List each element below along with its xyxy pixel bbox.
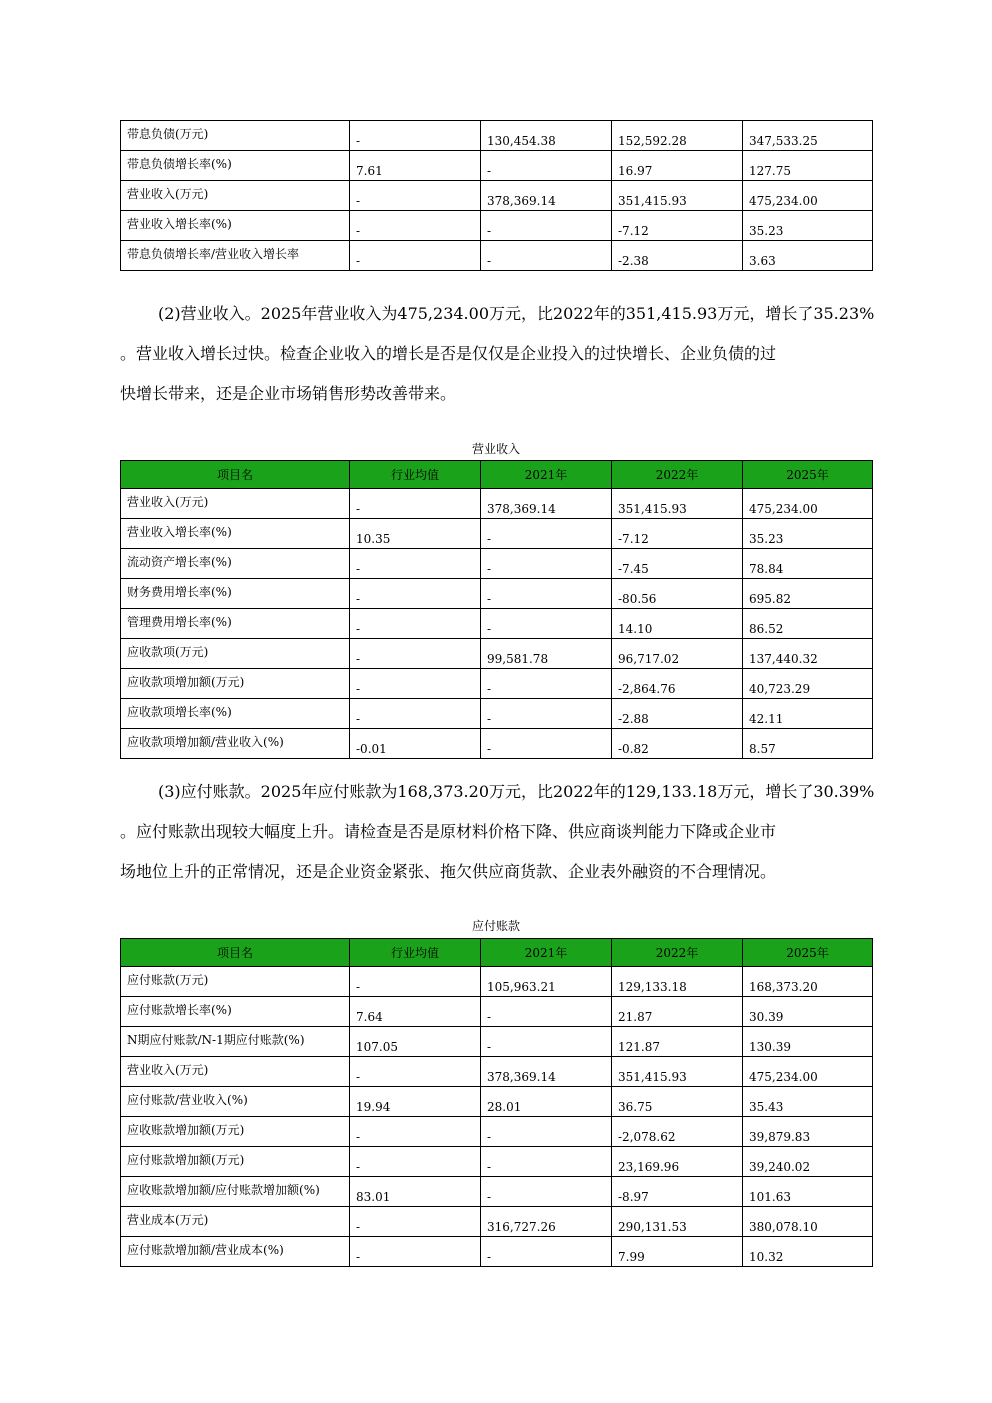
industry-average-cell: - <box>350 609 481 639</box>
payables-table-title: 应付账款 <box>471 919 520 933</box>
industry-average-cell: -0.01 <box>350 729 481 759</box>
row-label: 应收款项增长率(%) <box>121 699 350 729</box>
year-2025-cell: 39,240.02 <box>743 1147 873 1177</box>
industry-average-cell: - <box>350 1207 481 1237</box>
year-2022-cell: 23,169.96 <box>612 1147 743 1177</box>
row-label: 营业收入(万元) <box>121 1057 350 1087</box>
year-2021-cell: - <box>481 241 612 271</box>
header-year-2022: 2022年 <box>612 461 743 489</box>
year-2022-cell: -7.12 <box>612 519 743 549</box>
year-2025-cell: 127.75 <box>743 151 873 181</box>
year-2021-cell: 378,369.14 <box>481 1057 612 1087</box>
revenue-table-title: 营业收入 <box>471 442 520 456</box>
year-2022-cell: 351,415.93 <box>612 489 743 519</box>
table-row <box>121 241 873 271</box>
row-label: 营业成本(万元) <box>121 1207 350 1237</box>
row-label: 管理费用增长率(%) <box>121 609 350 639</box>
table-row <box>121 1057 873 1087</box>
year-2022-cell: 121.87 <box>612 1027 743 1057</box>
year-2025-cell: 42.11 <box>743 699 873 729</box>
header-year-2021: 2021年 <box>481 939 612 967</box>
year-2022-cell: 351,415.93 <box>612 181 743 211</box>
year-2025-cell: 30.39 <box>743 997 873 1027</box>
year-2021-cell: - <box>481 1117 612 1147</box>
industry-average-cell: 7.61 <box>350 151 481 181</box>
year-2025-cell: 475,234.00 <box>743 489 873 519</box>
year-2025-cell: 475,234.00 <box>743 181 873 211</box>
table-row <box>121 729 873 759</box>
year-2021-cell: - <box>481 151 612 181</box>
year-2025-cell: 130.39 <box>743 1027 873 1057</box>
row-label: 营业收入(万元) <box>121 181 350 211</box>
industry-average-cell: - <box>350 967 481 997</box>
year-2025-cell: 35.43 <box>743 1087 873 1117</box>
table-row <box>121 967 873 997</box>
header-row <box>121 461 873 489</box>
year-2025-cell: 101.63 <box>743 1177 873 1207</box>
paragraph-line: 场地位上升的正常情况，还是企业资金紧张、拖欠供应商货款、企业表外融资的不合理情况。 <box>120 862 777 881</box>
year-2022-cell: 36.75 <box>612 1087 743 1117</box>
year-2025-cell: 168,373.20 <box>743 967 873 997</box>
table-header <box>121 461 873 489</box>
industry-average-cell: - <box>350 639 481 669</box>
table-body <box>121 121 873 271</box>
year-2025-cell: 3.63 <box>743 241 873 271</box>
header-year-2021: 2021年 <box>481 461 612 489</box>
year-2021-cell: 316,727.26 <box>481 1207 612 1237</box>
year-2025-cell: 475,234.00 <box>743 1057 873 1087</box>
year-2022-cell: 96,717.02 <box>612 639 743 669</box>
table-row <box>121 639 873 669</box>
table-row <box>121 1117 873 1147</box>
industry-average-cell: - <box>350 181 481 211</box>
row-label: N期应付账款/N-1期应付账款(%) <box>121 1027 350 1057</box>
header-item-name: 项目名 <box>121 939 350 967</box>
table-header <box>121 939 873 967</box>
interest-bearing-debt-table <box>120 120 873 271</box>
header-industry-average: 行业均值 <box>350 939 481 967</box>
year-2025-cell: 40,723.29 <box>743 669 873 699</box>
revenue-table <box>120 460 873 759</box>
year-2022-cell: 7.99 <box>612 1237 743 1267</box>
paragraph-line: (2)营业收入。2025年营业收入为475,234.00万元，比2022年的351,415.93万元，增长了35.23% <box>158 304 875 323</box>
row-label: 带息负债(万元) <box>121 121 350 151</box>
industry-average-cell: - <box>350 579 481 609</box>
row-label: 流动资产增长率(%) <box>121 549 350 579</box>
industry-average-cell: 7.64 <box>350 997 481 1027</box>
year-2025-cell: 39,879.83 <box>743 1117 873 1147</box>
year-2025-cell: 86.52 <box>743 609 873 639</box>
industry-average-cell: 10.35 <box>350 519 481 549</box>
paragraph-line: 。营业收入增长过快。检查企业收入的增长是否是仅仅是企业投入的过快增长、企业负债的过 <box>120 344 777 363</box>
year-2022-cell: -7.45 <box>612 549 743 579</box>
industry-average-cell: - <box>350 699 481 729</box>
table-row <box>121 151 873 181</box>
industry-average-cell: - <box>350 489 481 519</box>
industry-average-cell: - <box>350 211 481 241</box>
year-2022-cell: -2,864.76 <box>612 669 743 699</box>
year-2022-cell: -8.97 <box>612 1177 743 1207</box>
year-2025-cell: 78.84 <box>743 549 873 579</box>
year-2021-cell: 105,963.21 <box>481 967 612 997</box>
table-row <box>121 1237 873 1267</box>
year-2021-cell: 378,369.14 <box>481 489 612 519</box>
row-label: 应收款项(万元) <box>121 639 350 669</box>
table-row <box>121 609 873 639</box>
table-row <box>121 579 873 609</box>
payables-table <box>120 938 873 1267</box>
year-2021-cell: - <box>481 699 612 729</box>
year-2025-cell: 8.57 <box>743 729 873 759</box>
year-2021-cell: 28.01 <box>481 1087 612 1117</box>
year-2022-cell: -7.12 <box>612 211 743 241</box>
table-row <box>121 1147 873 1177</box>
year-2021-cell: 99,581.78 <box>481 639 612 669</box>
year-2021-cell: - <box>481 669 612 699</box>
row-label: 应付账款增加额/营业成本(%) <box>121 1237 350 1267</box>
payables-analysis-paragraph <box>120 772 892 892</box>
year-2021-cell: - <box>481 609 612 639</box>
year-2021-cell: - <box>481 729 612 759</box>
year-2021-cell: - <box>481 519 612 549</box>
year-2025-cell: 137,440.32 <box>743 639 873 669</box>
header-industry-average: 行业均值 <box>350 461 481 489</box>
table-row <box>121 519 873 549</box>
year-2022-cell: 16.97 <box>612 151 743 181</box>
year-2021-cell: - <box>481 1177 612 1207</box>
year-2025-cell: 695.82 <box>743 579 873 609</box>
header-year-2022: 2022年 <box>612 939 743 967</box>
row-label: 带息负债增长率/营业收入增长率 <box>121 241 350 271</box>
industry-average-cell: 83.01 <box>350 1177 481 1207</box>
row-label: 营业收入增长率(%) <box>121 519 350 549</box>
year-2022-cell: 129,133.18 <box>612 967 743 997</box>
year-2022-cell: 21.87 <box>612 997 743 1027</box>
row-label: 营业收入增长率(%) <box>121 211 350 241</box>
header-row <box>121 939 873 967</box>
row-label: 财务费用增长率(%) <box>121 579 350 609</box>
year-2021-cell: - <box>481 1237 612 1267</box>
year-2025-cell: 35.23 <box>743 519 873 549</box>
header-year-2025: 2025年 <box>743 939 873 967</box>
year-2021-cell: 130,454.38 <box>481 121 612 151</box>
table-row <box>121 549 873 579</box>
row-label: 带息负债增长率(%) <box>121 151 350 181</box>
industry-average-cell: - <box>350 121 481 151</box>
paragraph-line: (3)应付账款。2025年应付账款为168,373.20万元，比2022年的129,133.18万元，增长了30.39% <box>158 782 875 801</box>
table-body <box>121 489 873 759</box>
industry-average-cell: - <box>350 241 481 271</box>
table-row <box>121 699 873 729</box>
industry-average-cell: - <box>350 1147 481 1177</box>
table-row <box>121 1027 873 1057</box>
row-label: 应收账款增加额(万元) <box>121 1117 350 1147</box>
table-row <box>121 997 873 1027</box>
table-row <box>121 1177 873 1207</box>
year-2022-cell: -2.38 <box>612 241 743 271</box>
industry-average-cell: - <box>350 1237 481 1267</box>
table-body <box>121 967 873 1267</box>
year-2022-cell: -0.82 <box>612 729 743 759</box>
industry-average-cell: - <box>350 1117 481 1147</box>
table-row <box>121 489 873 519</box>
table-row <box>121 1207 873 1237</box>
row-label: 应收款项增加额(万元) <box>121 669 350 699</box>
row-label: 应收款项增加额/营业收入(%) <box>121 729 350 759</box>
year-2022-cell: -80.56 <box>612 579 743 609</box>
industry-average-cell: 19.94 <box>350 1087 481 1117</box>
year-2025-cell: 35.23 <box>743 211 873 241</box>
row-label: 应付账款/营业收入(%) <box>121 1087 350 1117</box>
year-2022-cell: 290,131.53 <box>612 1207 743 1237</box>
industry-average-cell: - <box>350 669 481 699</box>
header-item-name: 项目名 <box>121 461 350 489</box>
row-label: 应付账款增长率(%) <box>121 997 350 1027</box>
header-year-2025: 2025年 <box>743 461 873 489</box>
year-2021-cell: - <box>481 549 612 579</box>
year-2022-cell: 351,415.93 <box>612 1057 743 1087</box>
paragraph-line: 快增长带来，还是企业市场销售形势改善带来。 <box>120 384 457 403</box>
year-2021-cell: - <box>481 579 612 609</box>
year-2021-cell: - <box>481 1027 612 1057</box>
table-row <box>121 1087 873 1117</box>
table-row <box>121 181 873 211</box>
year-2022-cell: 152,592.28 <box>612 121 743 151</box>
table-row <box>121 121 873 151</box>
revenue-analysis-paragraph <box>120 294 892 414</box>
year-2025-cell: 10.32 <box>743 1237 873 1267</box>
year-2021-cell: 378,369.14 <box>481 181 612 211</box>
paragraph-line: 。应付账款出现较大幅度上升。请检查是否是原材料价格下降、供应商谈判能力下降或企业市 <box>120 822 777 841</box>
row-label: 应收账款增加额/应付账款增加额(%) <box>121 1177 350 1207</box>
year-2022-cell: -2.88 <box>612 699 743 729</box>
row-label: 营业收入(万元) <box>121 489 350 519</box>
industry-average-cell: - <box>350 1057 481 1087</box>
year-2021-cell: - <box>481 1147 612 1177</box>
year-2022-cell: 14.10 <box>612 609 743 639</box>
row-label: 应付账款增加额(万元) <box>121 1147 350 1177</box>
table-row <box>121 211 873 241</box>
industry-average-cell: - <box>350 549 481 579</box>
year-2022-cell: -2,078.62 <box>612 1117 743 1147</box>
year-2021-cell: - <box>481 997 612 1027</box>
year-2021-cell: - <box>481 211 612 241</box>
table-row <box>121 669 873 699</box>
year-2025-cell: 347,533.25 <box>743 121 873 151</box>
row-label: 应付账款(万元) <box>121 967 350 997</box>
industry-average-cell: 107.05 <box>350 1027 481 1057</box>
year-2025-cell: 380,078.10 <box>743 1207 873 1237</box>
